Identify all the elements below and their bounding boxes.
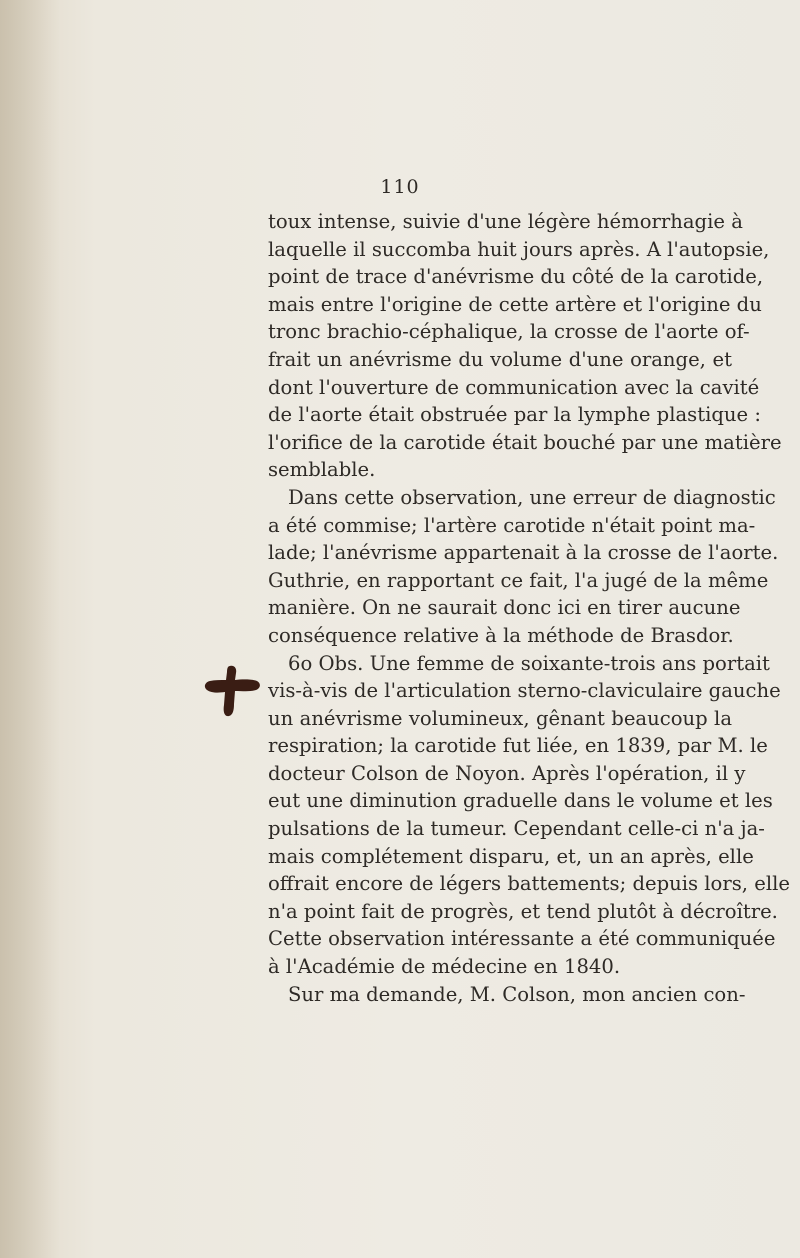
text-line: respiration; la carotide fut liée, en 1839, par M. le (268, 734, 768, 758)
text-line: dont l'ouverture de communication avec la cavité (268, 375, 760, 399)
cross-mark-icon (204, 664, 262, 718)
text-line: offrait encore de légers battements; depuis lors, elle (268, 872, 790, 896)
text-line: docteur Colson de Noyon. Après l'opération, il y (268, 761, 746, 785)
text-line: point de trace d'anévrisme du côté de la carotide, (268, 265, 764, 289)
text-line: n'a point fait de progrès, et tend plutôt à décroître. (268, 899, 778, 923)
text-line: tronc brachio-céphalique, la crosse de l'aorte of- (268, 320, 750, 344)
text-line: un anévrisme volumineux, gênant beaucoup la (268, 706, 732, 730)
page-number: 110 (380, 176, 420, 198)
text-line: à l'Académie de médecine en 1840. (268, 955, 621, 979)
text-line: vis-à-vis de l'articulation sterno-claviculaire gauche (268, 679, 781, 703)
text-line: pulsations de la tumeur. Cependant celle-ci n'a ja- (268, 817, 765, 841)
text-line: lade; l'anévrisme appartenait à la crosse de l'aorte. (268, 541, 779, 565)
text-line: a été commise; l'artère carotide n'était point ma- (268, 513, 756, 537)
text-line: Cette observation intéressante a été communiquée (268, 927, 776, 951)
text-line: semblable. (268, 458, 376, 482)
text-line: mais complétement disparu, et, un an après, elle (268, 844, 754, 868)
text-line: de l'aorte était obstruée par la lymphe plastique : (268, 403, 761, 427)
body-text (268, 208, 790, 1008)
text-line: toux intense, suivie d'une légère hémorrhagie à (268, 210, 743, 233)
text-line: Dans cette observation, une erreur de diagnostic (288, 485, 776, 509)
text-line: eut une diminution graduelle dans le volume et les (268, 789, 773, 813)
text-line: l'orifice de la carotide était bouché par une matière (268, 430, 782, 454)
text-line: laquelle il succomba huit jours après. A l'autopsie, (268, 237, 770, 261)
text-line: frait un anévrisme du volume d'une orange, et (268, 347, 732, 371)
text-line: 6o Obs. Une femme de soixante-trois ans portait (288, 651, 770, 675)
text-line: Sur ma demande, M. Colson, mon ancien con- (288, 982, 746, 1006)
text-line: manière. On ne saurait donc ici en tirer aucune (268, 596, 741, 620)
text-line: mais entre l'origine de cette artère et l'origine du (268, 292, 762, 316)
text-line: conséquence relative à la méthode de Brasdor. (268, 623, 734, 647)
text-line: Guthrie, en rapportant ce fait, l'a jugé de la même (268, 568, 769, 592)
